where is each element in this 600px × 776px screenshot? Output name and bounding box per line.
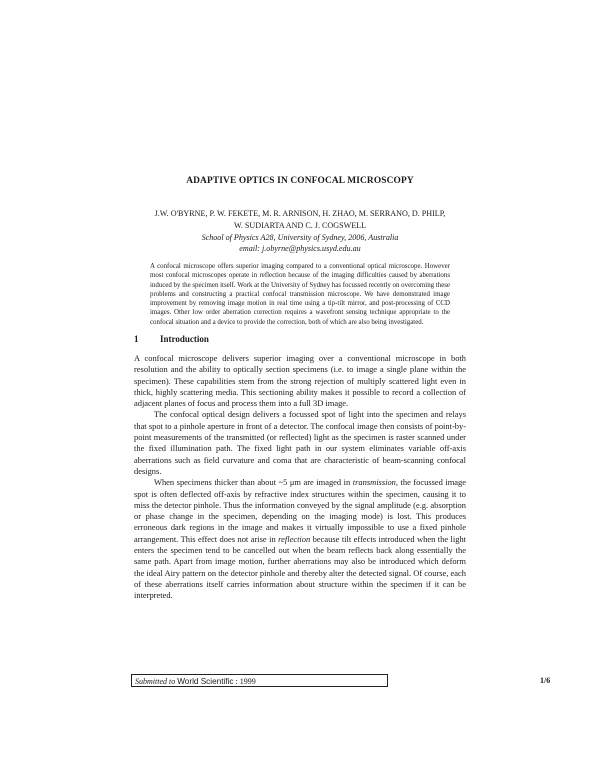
author-list	[120, 208, 480, 231]
paragraph-1: A confocal microscope delivers superior imaging over a conventional microscope in both resolution and the ability to optically section specimens (i.e. to image a single plane within the specimen). These capabilities stem from the strong rejection of multiply scattered light even in thick, highly scattering media. This sectioning ability makes it possible to record a collection of adjacent planes of focus and process them into a full 3D image.	[134, 353, 466, 409]
authors-line-2: W. SUDIARTA AND C. J. COGSWELL	[233, 220, 367, 230]
section-heading	[134, 334, 209, 344]
page-number: 1/6	[540, 676, 551, 685]
section-number: 1	[134, 334, 139, 344]
affiliation-address: School of Physics A28, University of Sydney, 2006, Australia	[201, 233, 399, 242]
paragraph-2: The confocal optical design delivers a focussed spot of light into the specimen and relays that spot to a pinhole aperture in front of a detector. The confocal image then consists of point-by-point measurements of the transmitted (or reflected) light as the specimen is raster scanned under the fixed illumination path. The fixed light path in our system eliminates variable off-axis aberrations such as field curvature and coma that are characteristic of beam-scanning confocal designs.	[134, 409, 466, 476]
footer-publisher: World Scientific	[177, 677, 234, 686]
section-title: Introduction	[160, 334, 209, 344]
footer-submitted-label: Submitted to	[135, 677, 176, 686]
paragraph-3-part-b: , the focussed image spot is often deflected off-axis by refractive index structures within the specimen, causing it to miss the detector pinhole. Thus the information conveyed by the signal amplitude (e.g. absorption or phase change in the specimen, depending on the imaging mode) is lost. This produces erroneous dark regions in the image and makes it virtually impossible to use a fixed pinhole arrangement. This effect does not arise in	[134, 477, 467, 544]
paragraph-3-part-a: When specimens thicker than about ~5 μm are imaged in	[154, 477, 353, 488]
emphasis-reflection: reflection	[278, 533, 311, 544]
footer-year: : 1999	[235, 677, 256, 686]
abstract: A confocal microscope offers superior imaging compared to a conventional optical microscope. However most confocal microscopes operate in reflection because of the imaging difficulties caused by aberrations induced by the specimen itself. Work at the University of Sydney has focussed recently on overcoming these problems and constructing a practical confocal transmission microscope. We have demonstrated image improvement by removing image motion in real time using a tip-tilt mirror, and post-processing of CCD images. Other low order aberration correction requires a wavefront sensing technique appropriate to the confocal situation and a device to provide the correction, both of which are also being investigated.	[150, 263, 450, 326]
body-text	[134, 353, 466, 602]
emphasis-transmission: transmission	[352, 477, 396, 488]
paragraph-3	[134, 477, 466, 601]
paper-title: ADAPTIVE OPTICS IN CONFOCAL MICROSCOPY	[186, 176, 414, 186]
paragraph-3-part-c: because tilt effects introduced when the light enters the specimen tend to be cancelled out when the beam reflects back along essentially the same path. Apart from image motion, further aberrations may also be introduced which deform the ideal Airy pattern on the detector pinhole and thereby alter the detected signal. Of course, each of these aberrations itself carries information about structure within the specimen if it can be interpreted.	[134, 533, 467, 601]
submission-footer	[131, 674, 388, 687]
authors-line-1: J.W. O'BYRNE, P. W. FEKETE, M. R. ARNISON, H. ZHAO, M. SERRANO, D. PHILP,	[154, 209, 446, 218]
affiliation	[150, 232, 450, 254]
affiliation-email: email: j.obyrne@physics.usyd.edu.au	[239, 244, 361, 253]
